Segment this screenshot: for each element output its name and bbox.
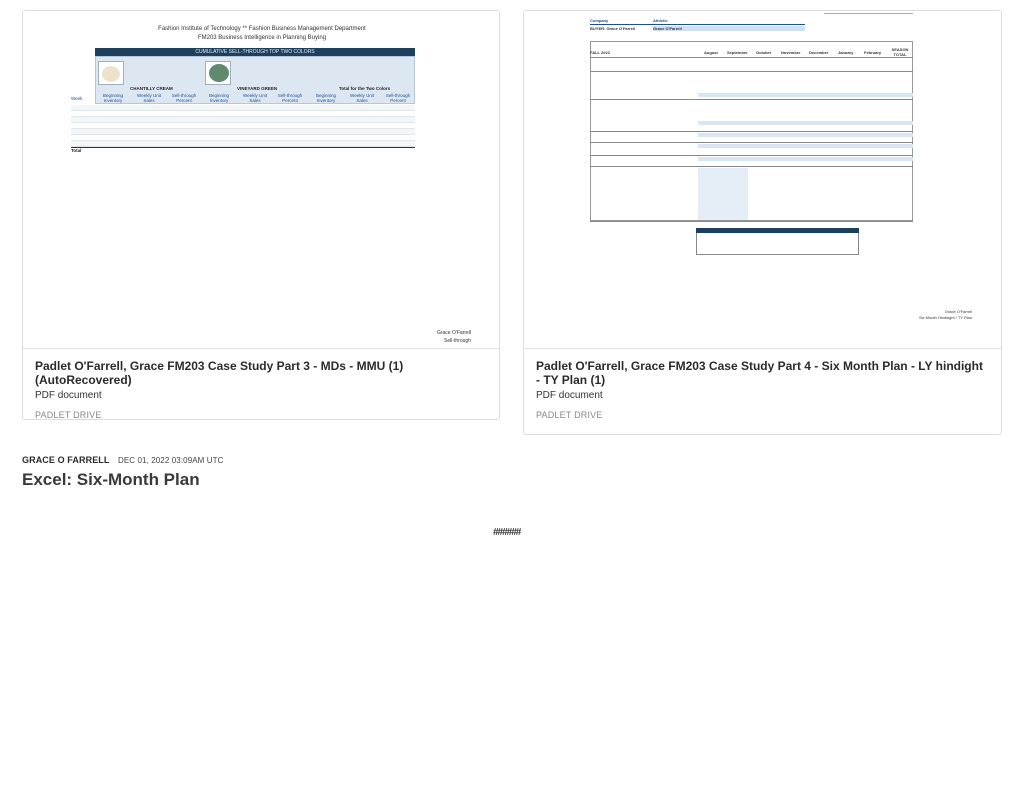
week-header: Week bbox=[71, 96, 83, 101]
post-title[interactable]: Excel: Six-Month Plan bbox=[22, 470, 200, 489]
card-info bbox=[524, 349, 1001, 420]
attachment-card-case-study-part-3[interactable] bbox=[22, 10, 500, 420]
company-value: Athletic bbox=[653, 18, 668, 23]
month-header: November bbox=[781, 50, 801, 55]
month-header: SEASON TOTAL bbox=[891, 47, 909, 57]
card-info bbox=[23, 349, 499, 420]
post-date: DEC 01, 2022 03:09AM UTC bbox=[117, 456, 224, 465]
signature-line: Grace O'Farrell bbox=[436, 330, 471, 336]
column-header: Beginning Inventory bbox=[315, 93, 337, 103]
green-swatch-image bbox=[205, 61, 231, 85]
column-header: Sell-through Percent bbox=[171, 93, 197, 103]
month-header: August bbox=[704, 50, 718, 55]
column-header: Weekly Unit Sales bbox=[137, 93, 161, 103]
preview-signature bbox=[383, 329, 471, 345]
preview-header-line: FM203 Business Intelligence in Planning Buying bbox=[197, 35, 327, 41]
post-author[interactable]: GRACE O FARRELL bbox=[22, 455, 110, 465]
attachment-type: PDF document bbox=[35, 390, 102, 401]
total-row: Total bbox=[71, 147, 415, 154]
column-header: Sell-through Percent bbox=[385, 93, 411, 103]
column-header: Sell-through Percent bbox=[277, 93, 303, 103]
company-label: Company bbox=[590, 18, 609, 23]
attachment-source: PADLET DRIVE bbox=[35, 410, 102, 420]
preview-header-line: Fashion Institute of Technology ** Fashion Business Management Department bbox=[158, 26, 366, 32]
post-meta bbox=[22, 455, 224, 465]
month-header: October bbox=[756, 50, 772, 55]
post-body: ###### bbox=[493, 527, 521, 538]
pdf-thumbnail[interactable] bbox=[524, 11, 1001, 349]
signature-line: Six Month Hindsight / TY Plan bbox=[919, 315, 972, 320]
color-name: CHANTILLY CREAM bbox=[130, 86, 173, 91]
attachment-card-case-study-part-4[interactable] bbox=[523, 10, 1002, 435]
buyer-label: BUYER: Grace O'Farrell bbox=[590, 26, 636, 31]
column-header: Beginning Inventory bbox=[102, 93, 124, 103]
month-header: January bbox=[838, 50, 854, 55]
cream-swatch-image bbox=[98, 61, 124, 85]
pdf-preview-header bbox=[23, 25, 499, 43]
table-header bbox=[95, 56, 415, 104]
buyer-value: Grace O'Farrell bbox=[653, 26, 682, 31]
attachment-title[interactable]: Padlet O'Farrell, Grace FM203 Case Study Part 4 - Six Month Plan - LY hindight - TY Plan (1) bbox=[536, 359, 983, 387]
color-name: VINEYARD GREEN bbox=[237, 86, 278, 91]
signature-line: Grace O'Farrell bbox=[944, 309, 972, 314]
month-header: February bbox=[864, 50, 882, 55]
season-label: FALL 2022 bbox=[590, 50, 610, 55]
six-month-plan-preview bbox=[524, 11, 1001, 349]
attachment-type: PDF document bbox=[536, 390, 603, 401]
attachment-title[interactable]: Padlet O'Farrell, Grace FM203 Case Study Part 3 - MDs - MMU (1)(AutoRecovered) bbox=[35, 359, 404, 387]
sell-through-table-preview bbox=[71, 48, 415, 153]
table-rows bbox=[71, 105, 415, 154]
month-header: September bbox=[727, 50, 748, 55]
color-name: Total for the Two Colors bbox=[339, 86, 391, 91]
signature-line: Sell-through bbox=[444, 338, 471, 344]
preview-signature bbox=[884, 309, 972, 321]
month-header: December bbox=[809, 50, 829, 55]
table-banner: CUMULATIVE SELL-THROUGH TOP TWO COLORS bbox=[95, 48, 415, 56]
pdf-thumbnail[interactable] bbox=[23, 11, 499, 349]
attachment-source: PADLET DRIVE bbox=[536, 410, 603, 420]
column-header: Weekly Unit Sales bbox=[350, 93, 374, 103]
column-header: Weekly Unit Sales bbox=[243, 93, 267, 103]
column-header: Beginning Inventory bbox=[208, 93, 230, 103]
